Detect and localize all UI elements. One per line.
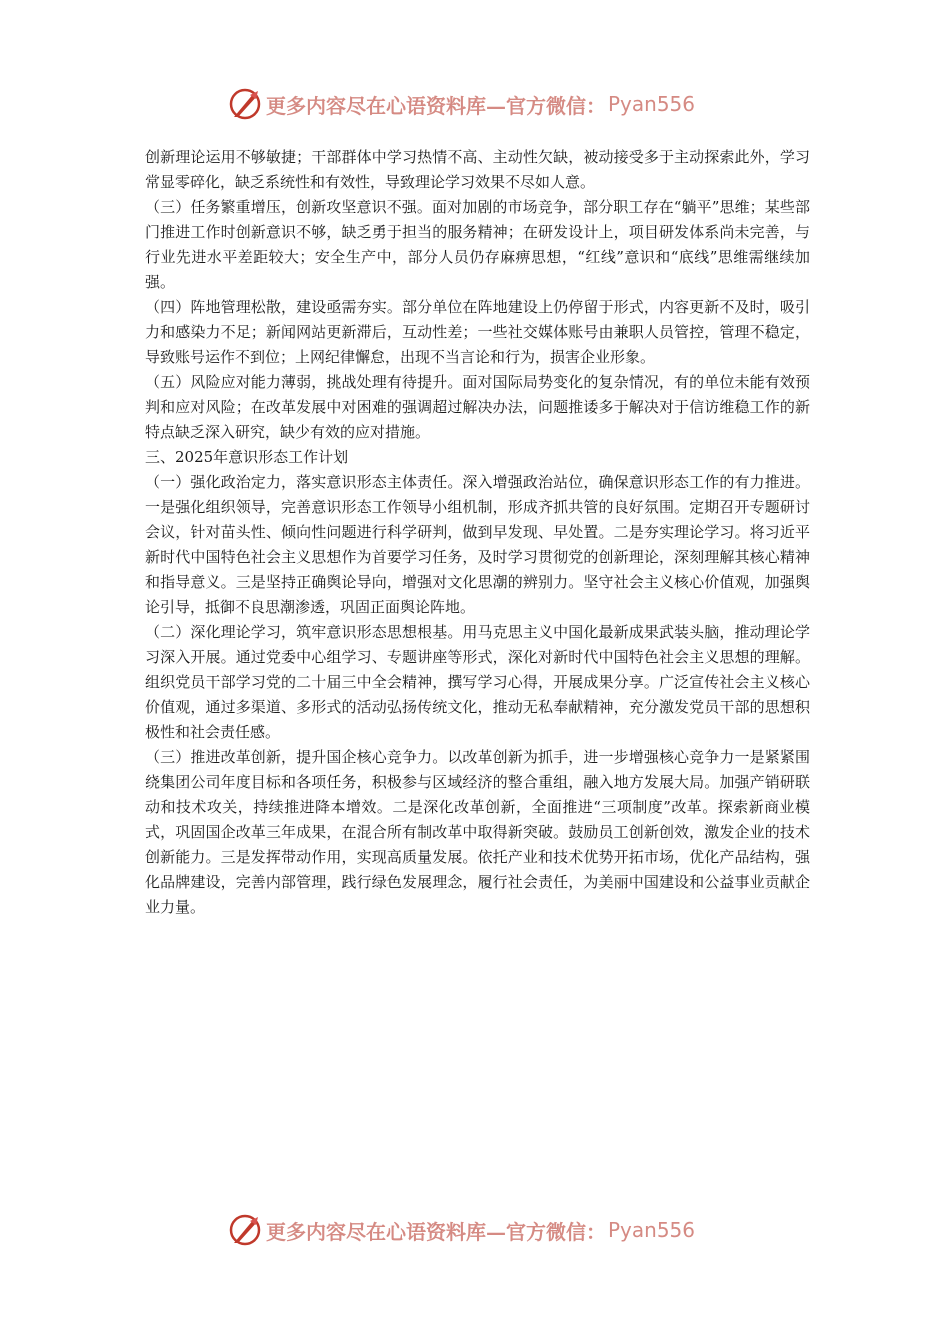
paragraph: （五）风险应对能力薄弱，挑战处理有待提升。面对国际局势变化的复杂情况，有的单位未能有效预判和应对风险；在改革发展中对困难的强调超过解决办法，问题推诿多于解决对于信访维稳工作的新特点缺乏深入研究，缺少有效的应对措施。 <box>145 373 810 441</box>
quill-logo-icon <box>228 87 262 121</box>
watermark-text: 更多内容尽在心语资料库—官方微信： <box>266 1219 606 1244</box>
paragraph: （三）推进改革创新，提升国企核心竞争力。以改革创新为抓手，进一步增强核心竞争力一是紧紧围绕集团公司年度目标和各项任务，积极参与区域经济的整合重组，融入地方发展大局。加强产销研联动和技术攻关，持续推进降本增效。二是深化改革创新，全面推进“三项制度”改革。探索新商业模式，巩固国企改革三年成果，在混合所有制改革中取得新突破。鼓励员工创新创效，激发企业的技术创新能力。三是发挥带动作用，实现高质量发展。依托产业和技术优势开拓市场，优化产品结构，强化品牌建设，完善内部管理，践行绿色发展理念，履行社会责任，为美丽中国建设和公益事业贡献企业力量。 <box>145 748 810 916</box>
paragraph: （三）任务繁重增压，创新攻坚意识不强。面对加剧的市场竞争，部分职工存在“躺平”思维；某些部门推进工作时创新意识不够，缺乏勇于担当的服务精神；在研发设计上，项目研发体系尚未完善，与行业先进水平差距较大；安全生产中，部分人员仍存麻痹思想，“红线”意识和“底线”思维需继续加强。 <box>145 198 810 291</box>
section-heading: 三、2025年意识形态工作计划 <box>145 448 349 466</box>
watermark-wechat-id: Pyan556 <box>608 92 696 116</box>
paragraph: （一）强化政治定力，落实意识形态主体责任。深入增强政治站位，确保意识形态工作的有力推进。一是强化组织领导，完善意识形态工作领导小组机制，形成齐抓共管的良好氛围。定期召开专题研讨会议，针对苗头性、倾向性问题进行科学研判，做到早发现、早处置。二是夯实理论学习。将习近平新时代中国特色社会主义思想作为首要学习任务，及时学习贯彻党的创新理论，深刻理解其核心精神和指导意义。三是坚持正确舆论导向，增强对文化思潮的辨别力。坚守社会主义核心价值观，加强舆论引导，抵御不良思潮渗透，巩固正面舆论阵地。 <box>145 473 810 616</box>
watermark-text: 更多内容尽在心语资料库—官方微信： <box>266 93 606 118</box>
document-body <box>145 145 810 920</box>
paragraph: 创新理论运用不够敏捷；干部群体中学习热情不高、主动性欠缺，被动接受多于主动探索此外，学习常显零碎化，缺乏系统性和有效性，导致理论学习效果不尽如人意。 <box>145 148 810 191</box>
quill-logo-icon <box>228 1213 262 1247</box>
footer-watermark <box>228 1210 728 1250</box>
watermark-wechat-id: Pyan556 <box>608 1218 696 1242</box>
paragraph: （四）阵地管理松散，建设亟需夯实。部分单位在阵地建设上仍停留于形式，内容更新不及时，吸引力和感染力不足；新闻网站更新滞后，互动性差；一些社交媒体账号由兼职人员管控，管理不稳定，导致账号运作不到位；上网纪律懈怠，出现不当言论和行为，损害企业形象。 <box>145 298 810 366</box>
paragraph: （二）深化理论学习，筑牢意识形态思想根基。用马克思主义中国化最新成果武装头脑，推动理论学习深入开展。通过党委中心组学习、专题讲座等形式，深化对新时代中国特色社会主义思想的理解。组织党员干部学习党的二十届三中全会精神，撰写学习心得，开展成果分享。广泛宣传社会主义核心价值观，通过多渠道、多形式的活动弘扬传统文化，推动无私奉献精神，充分激发党员干部的思想积极性和社会责任感。 <box>145 623 810 741</box>
header-watermark <box>228 84 728 124</box>
